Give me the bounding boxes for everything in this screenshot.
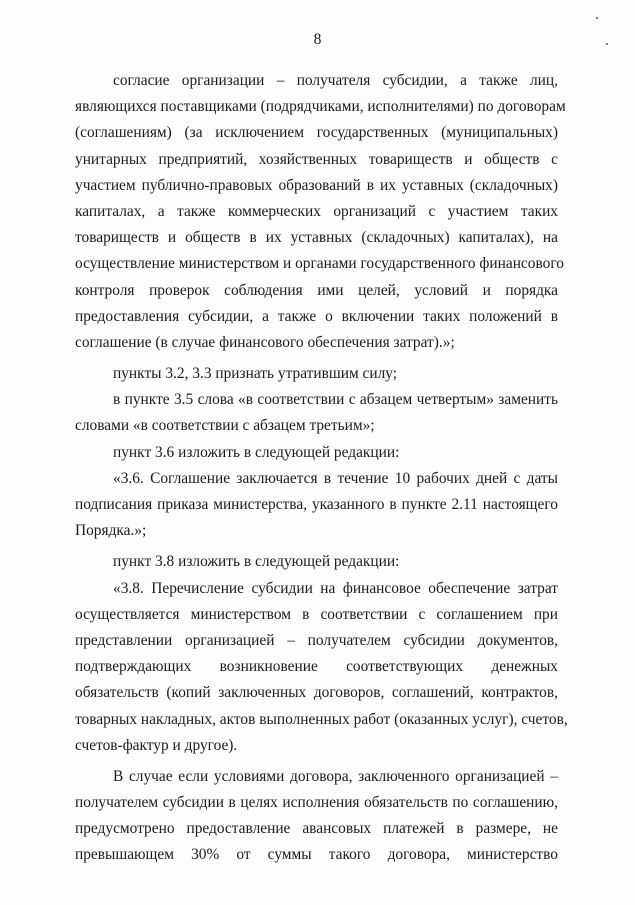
text-line: пункты 3.2, 3.3 признать утратившим силу; — [113, 365, 398, 383]
text-line: в пункте 3.5 слова «в соответствии с абзацем четвертым» заменить — [113, 391, 558, 409]
text-line: превышающем 30% от суммы такого договора, министерство — [75, 846, 558, 864]
text-line: представлении организацией – получателем субсидии документов, — [75, 631, 558, 649]
text-line: являющихся поставщиками (подрядчиками, исполнителями) по договорам — [75, 98, 566, 116]
text-line: контроля проверок соблюдения ими целей, условий и порядка — [75, 281, 558, 299]
text-line: (соглашениям) (за исключением государственных (муниципальных) — [75, 124, 558, 142]
text-line: В случае если условиями договора, заключенного организацией – — [113, 767, 558, 785]
text-line: участием публично-правовых образований в их уставных (складочных) — [75, 176, 558, 194]
text-line: счетов-фактур и другое). — [75, 736, 238, 754]
text-line: товариществ и обществ в их уставных (складочных) капиталах), на — [75, 229, 558, 247]
text-line: Порядка.»; — [75, 522, 147, 540]
text-line: «3.8. Перечисление субсидии на финансовое обеспечение затрат — [113, 579, 558, 597]
text-line: осуществление министерством и органами государственного финансового — [75, 255, 564, 273]
text-line: соглашение (в случае финансового обеспечения затрат).»; — [75, 333, 455, 351]
page-number: 8 — [313, 31, 322, 48]
text-line: подписания приказа министерства, указанного в пункте 2.11 настоящего — [75, 496, 558, 513]
text-line: товарных накладных, актов выполненных работ (оказанных услуг), счетов, — [75, 710, 568, 728]
text-line: предусмотрено предоставление авансовых платежей в размере, не — [75, 820, 558, 838]
text-line: подтверждающих возникновение соответствующих денежных — [75, 658, 558, 676]
text-line: пункт 3.8 изложить в следующей редакции: — [113, 553, 400, 571]
text-line: предоставления субсидии, а также о включении таких положений в — [75, 307, 558, 325]
scan-speck — [596, 17, 598, 19]
text-line: пункт 3.6 изложить в следующей редакции: — [113, 443, 400, 461]
text-line: капиталах, а также коммерческих организаций с участием таких — [75, 202, 558, 220]
text-line: унитарных предприятий, хозяйственных товариществ и обществ с — [75, 150, 558, 168]
text-line: обязательств (копий заключенных договоров, соглашений, контрактов, — [75, 684, 558, 702]
text-line: осуществляется министерством в соответствии с соглашением при — [75, 605, 558, 623]
document-body — [75, 68, 568, 869]
text-line: «3.6. Соглашение заключается в течение 10 рабочих дней с даты — [113, 469, 558, 487]
text-line: получателем субсидии в целях исполнения обязательств по соглашению, — [75, 794, 558, 812]
text-line: согласие организации – получателя субсидии, а также лиц, — [113, 72, 558, 89]
text-line: словами «в соответствии с абзацем третьим»; — [75, 417, 375, 435]
